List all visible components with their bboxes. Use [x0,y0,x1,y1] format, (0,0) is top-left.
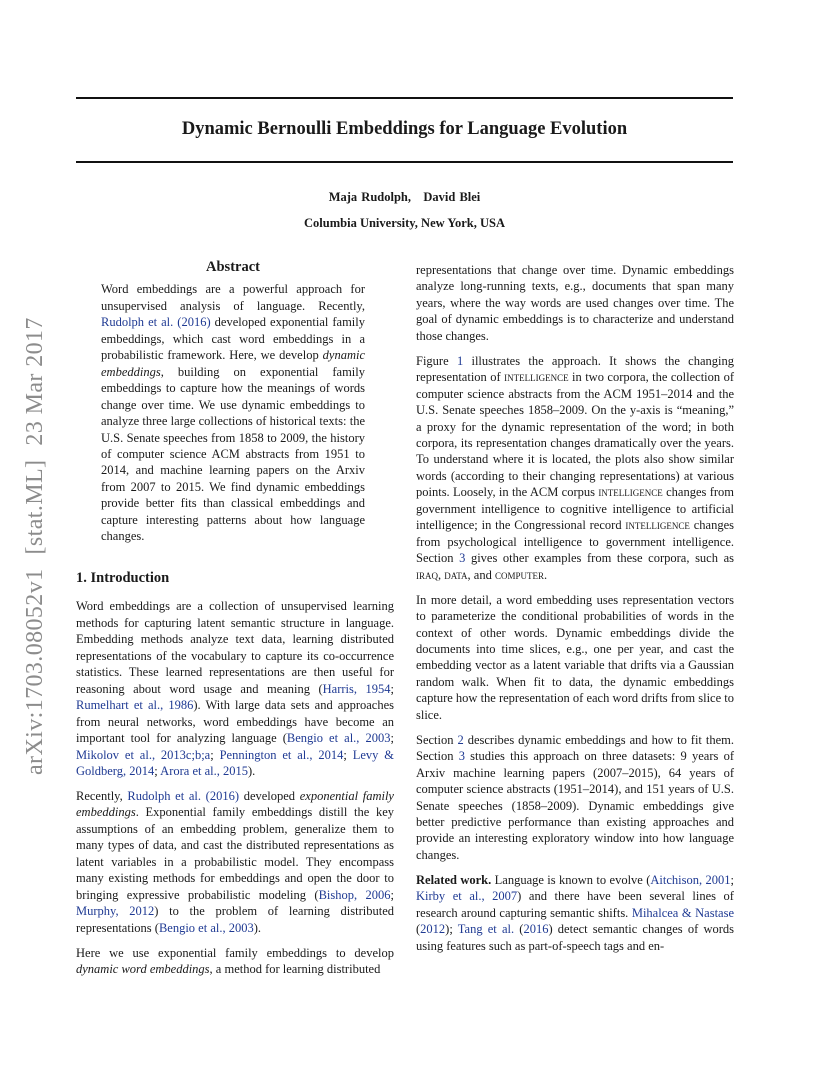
title-rule-bottom [76,161,733,163]
citation-link[interactable]: Levy & Goldberg, 2014 [76,747,394,778]
citation-link[interactable]: Rudolph et al. (2016) [101,315,211,330]
paper-title: Dynamic Bernoulli Embeddings for Language Evolution [181,119,628,139]
section-ref-link[interactable]: 2 [457,732,464,747]
citation-link[interactable]: Mihalcea & Nastase [631,905,735,920]
body-paragraph: Related work. Language is known to evolve (Aitchison, 2001; Kirby et al., 2007) and there have been several lines of research around capturing semantic shifts. Mihalcea & Nastase (2012); Tang et al. (2016) detect semantic changes of words using features such as part-of-speech tags and en- [416,872,735,953]
citation-link[interactable]: Bengio et al., 2003 [158,920,254,935]
citation-link[interactable]: 2016 [523,922,549,937]
abstract-paragraph: Word embeddings are a powerful approach for unsupervised analysis of language. Recently, Rudolph et al. (2016) developed exponential family embeddings, which cast word embeddings in a probabilistic framework. Here, we develop dynamic embeddings, building on exponential family embeddings to capture how the meanings of words change over time. We use dynamic embeddings to analyze three large collections of historical texts: the U.S. Senate speeches from 1858 to 2009, the history of computer science ACM abstracts from 1951 to 2014, and machine learning papers on the Arxiv from 2007 to 2015. We find dynamic embeddings provide better fits than classical embeddings and capture interesting patterns about how language changes. [101,282,365,544]
arxiv-date: 23 Mar 2017 [22,317,48,446]
body-paragraph: Section 2 describes dynamic embeddings and how to fit them. Section 3 studies this approach on three datasets: 9 years of Arxiv machine learning papers (2007–2015), 64 years of computer science abstracts (1951–2014), and 151 years of U.S. Senate speeches (1858–2009). Dynamic embeddings give better predictive performance than existing approaches and provide an interesting exploratory window into how language changes. [416,732,735,862]
figure-ref-link[interactable]: 1 [456,353,464,368]
citation-link[interactable]: Rumelhart et al., 1986 [76,698,194,713]
arxiv-id: arXiv:1703.08052v1 [22,568,48,775]
section-heading-introduction: 1. Introduction [76,570,170,586]
body-paragraph: representations that change over time. Dynamic embeddings analyze long-running texts, e.g., documents that span many years, where the way words are used changes over time. The goal of dynamic embeddings is to characterize and understand those changes. [416,263,734,343]
body-paragraph: In more detail, a word embedding uses representation vectors to parameterize the conditional probabilities of words in the context of other words. Dynamic embeddings divide the documents into time slices, e.g., one per year, and cast the embedding vector as a latent variable that drifts via a Gaussian random walk. When fit to data, the dynamic embeddings capture how the representation of each word drifts from slice to slice. [416,592,734,722]
citation-link[interactable]: 2012 [420,922,446,937]
introduction-section [76,570,394,986]
body-paragraph: Recently, Rudolph et al. (2016) developed exponential family embeddings. Exponential family embeddings distill the key assumptions of an embedding problem, generalize them to many types of data, and cast the distributed representations as latent variables in a probabilistic model. They encompass many existing methods for embeddings and open the door to bringing expressive probabilistic modeling (Bishop, 2006; Murphy, 2012) to the problem of learning distributed representations (Bengio et al., 2003). [76,788,394,935]
title-rule-top [76,97,733,99]
citation-link[interactable]: Tang et al. [457,922,515,937]
citation-link[interactable]: Kirby et al., 2007 [416,889,518,904]
body-paragraph: Word embeddings are a collection of unsupervised learning methods for capturing latent semantic structure in language. Embedding methods analyze text data, learning distributed representations of the vocabulary to capture its co-occurrence statistics. These learned representations are then useful for reasoning about word usage and meaning (Harris, 1954; Rumelhart et al., 1986). With large data sets and approaches from neural networks, word embeddings have become an important tool for analyzing language (Bengio et al., 2003; Mikolov et al., 2013c;b;a; Pennington et al., 2014; Levy & Goldberg, 2014; Arora et al., 2015). [76,599,394,778]
citation-link[interactable]: Murphy, 2012 [76,904,155,919]
abstract-heading: Abstract [206,259,260,275]
citation-link[interactable]: Harris, 1954 [322,681,391,696]
right-column [416,262,734,963]
related-work-heading: Related work. [416,872,492,887]
paper-affiliation: Columbia University, New York, USA [304,216,505,230]
citation-link[interactable]: Rudolph et al. (2016) [127,788,240,803]
body-paragraph: Figure 1 illustrates the approach. It shows the changing representation of intelligence in two corpora, the collection of computer science abstracts from the ACM 1951–2014 and the U.S. Senate speeches 1858–2009. On the y-axis is “meaning,” a proxy for the dynamic representation of the word; in both corpora, its representation changes dramatically over the years. To understand where it is located, the plots also show similar words (according to their changing representations) at various points. Loosely, in the ACM corpus intelligence changes from government intelligence to cognitive intelligence to artificial intelligence; in the Congressional record intelligence changes from psychological intelligence to government intelligence. Section 3 gives other examples from these corpora, such as iraq, data, and computer. [416,353,735,582]
citation-link[interactable]: Bengio et al., 2003 [286,731,391,746]
arxiv-category: [stat.ML] [22,459,48,555]
citation-link[interactable]: Bishop, 2006 [318,887,391,902]
citation-link[interactable]: Mikolov et al., 2013c;b;a [76,747,211,762]
citation-link[interactable]: Arora et al., 2015 [160,763,248,778]
body-paragraph: Here we use exponential family embeddings to develop dynamic word embeddings, a method for learning distributed [76,945,394,976]
section-ref-link[interactable]: 3 [458,749,465,764]
citation-link[interactable]: Pennington et al., 2014 [219,747,344,762]
citation-link[interactable]: Aitchison, 2001 [650,872,731,887]
section-ref-link[interactable]: 3 [459,551,466,566]
arxiv-stamp [22,317,49,775]
abstract-section [101,259,365,553]
paper-authors: Maja Rudolph, David Blei [328,190,481,204]
